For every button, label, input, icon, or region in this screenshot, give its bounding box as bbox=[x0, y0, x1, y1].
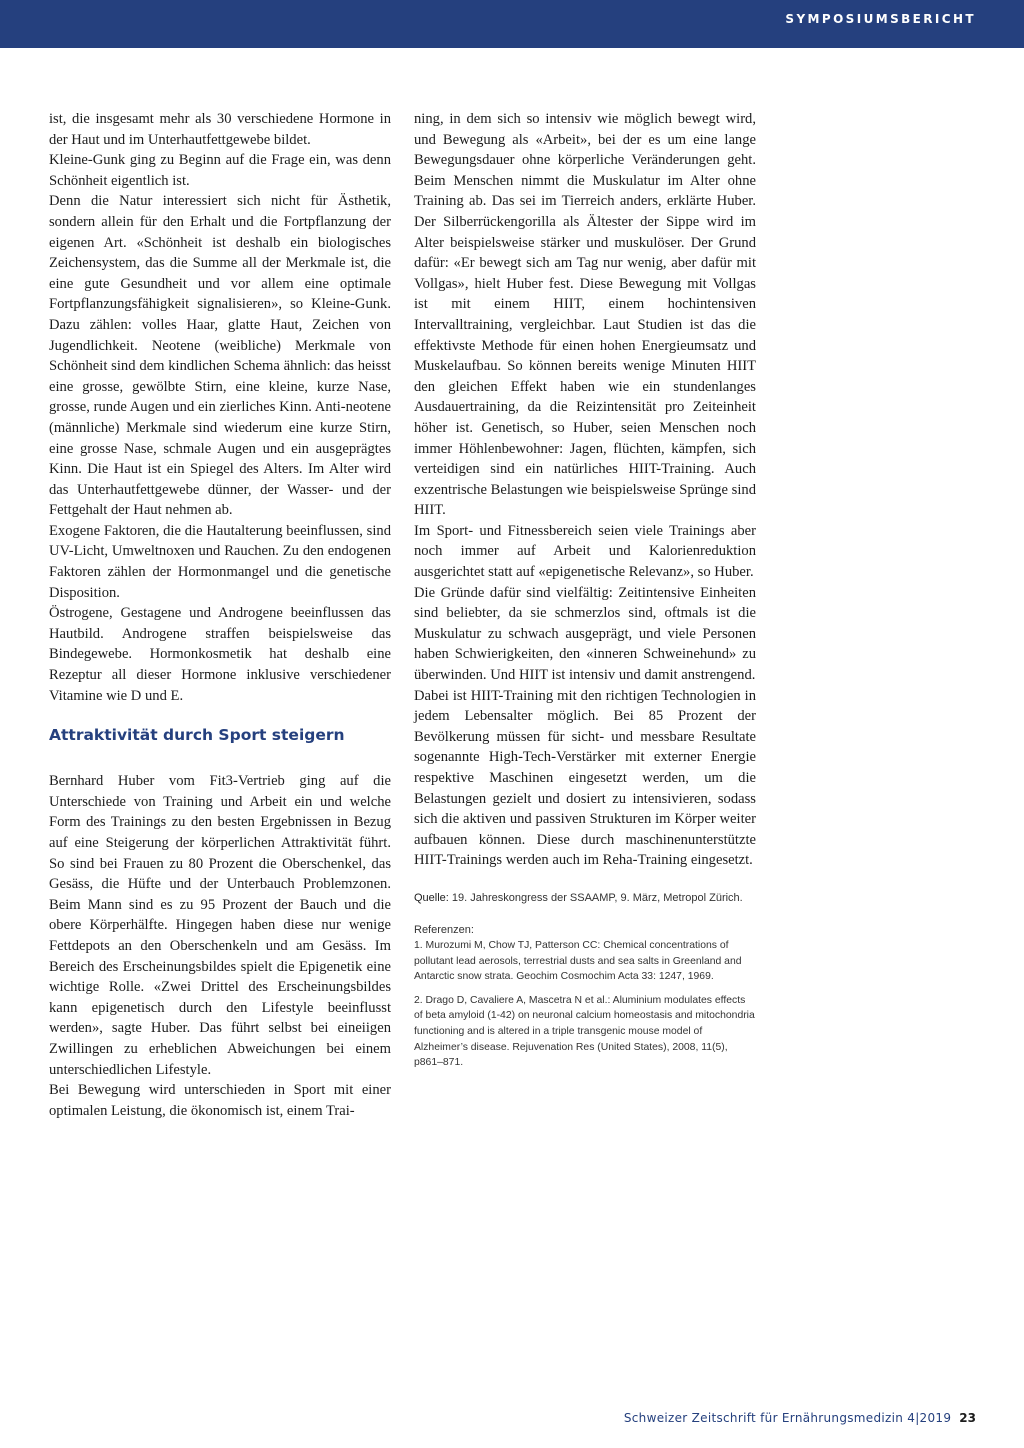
right-column bbox=[414, 109, 756, 1071]
references-title: Referenzen: bbox=[414, 923, 474, 936]
source-label: Quelle: bbox=[414, 891, 449, 904]
paragraph: Die Gründe dafür sind vielfältig: Zeitintensive Einheiten sind beliebter, da sie schmerzlos sind, oftmals ist die Muskulatur zu schwach ausgeprägt, und viele Personen haben Schwierigkeiten, den «inneren Schweinehund» zu überwinden. Und HIIT ist intensiv und damit anstrengend. bbox=[414, 584, 756, 684]
reference-item: 2. Drago D, Cavaliere A, Mascetra N et al.: Aluminium modulates effects of beta amyloid (1-42) on neuronal calcium homeostasis and mitochondria functioning and is altered in a triple transgenic mouse model of Alzheimer’s disease. Rejuvenation Res (United States), 2008, 11(5), p861–871. bbox=[414, 994, 755, 1069]
journal-title: Schweizer Zeitschrift für Ernährungsmedizin 4|2019 bbox=[623, 1411, 952, 1425]
source-note bbox=[414, 891, 756, 906]
paragraph: Bernhard Huber vom Fit3-Vertrieb ging auf die Unterschiede von Training und Arbeit ein und welche Form des Trainings zu den besten Ergebnissen in Bezug auf eine Steigerung der körperlichen Attraktivität führt. So sind bei Frauen zu 80 Prozent die Oberschenkel, das Gesäss, die Hüfte und der Unterbauch Problemzonen. Beim Mann sind es zu 95 Prozent der Bauch und die obere Körperhälfte. Hingegen haben diese nur wenige Fettdepots an den Oberschenkeln und am Gesäss. Im Bereich des Erscheinungsbildes spielt die Epigenetik eine wichtige Rolle. «Zwei Drittel des Erscheinungsbildes kann epigenetisch durch den Lifestyle beeinflusst werden», sagte Huber. Das führt selbst bei eineiigen Zwillingen zu erheblichen Abweichungen bei einem unterschiedlichen Lifestyle. bbox=[49, 773, 391, 1078]
paragraph: Exogene Faktoren, die die Hautalterung beeinflussen, sind UV-Licht, Umweltnoxen und Rauchen. Zu den endogenen Faktoren zählen der Hormonmangel und die genetische Disposition. bbox=[49, 522, 391, 601]
paragraph: Dabei ist HIIT-Training mit den richtigen Technologien in jedem Lebensalter möglich. Bei 85 Prozent der Bevölkerung müssen für sicht- und messbare Resultate sogenannte High-Tech-Verstärker mit externer Energie respektive Maschinen eingesetzt werden, um die Belastungen gezielt und dosiert zu intensivieren, sodass sich die aktiven und passiven Strukturen im Körper weiter aufbauen können. Diese durch maschinenunterstützte HIIT-Trainings werden auch im Reha-Training eingesetzt. bbox=[414, 687, 756, 869]
section-heading: Attraktivität durch Sport steigern bbox=[49, 726, 345, 745]
left-column bbox=[49, 109, 391, 1121]
paragraph: Kleine-Gunk ging zu Beginn auf die Frage ein, was denn Schönheit eigentlich ist. bbox=[49, 152, 391, 189]
paragraph: ist, die insgesamt mehr als 30 verschiedene Hormone in der Haut und im Unterhautfettgewebe bildet. bbox=[49, 111, 391, 148]
section-label: SYMPOSIUMSBERICHT bbox=[785, 12, 976, 26]
paragraph: ning, in dem sich so intensiv wie möglich bewegt wird, und Bewegung als «Arbeit», bei der es um eine lange Bewegungsdauer ohne körperliche Veränderungen geht. Beim Menschen nimmt die Muskulatur im Alter ohne Training ab. Das sei im Tierreich anders, erklärte Huber. Der Silberrückengorilla als Ältester der Sippe wird im Alter beispielsweise stärker und muskulöser. Der Grund dafür: «Er bewegt sich am Tag nur wenig, aber dafür mit Vollgas», hielt Huber fest. Diese Bewegung mit Vollgas ist mit einem HIIT, einem hochintensiven Intervalltraining, vergleichbar. Laut Studien ist das die effektivste Methode für einen hohen Energieumsatz und Muskelaufbau. So können bereits wenige Minuten HIIT den gleichen Effekt haben wie ein stundenlanges Ausdauertraining, da die Reizintensität pro Zeiteinheit höher ist. Genetisch, so Huber, seien Menschen noch immer Höhlenbewohner: Jagen, flüchten, kämpfen, sich verteidigen sind ein natürliches HIIT-Training. Auch exzentrische Belastungen wie beispielsweise Sprünge sind HIIT. bbox=[414, 111, 756, 519]
paragraph: Denn die Natur interessiert sich nicht für Ästhetik, sondern allein für den Erhalt und die Fortpflanzung der eigenen Art. «Schönheit ist deshalb ein biologisches Zeichensystem, das die Summe all der Merkmale ist, die eine gute Gesundheit und vor allem eine optimale Fortpflanzungsfähigkeit signalisieren», so Kleine-Gunk. Dazu zählen: volles Haar, glatte Haut, Zeichen von Jugendlichkeit. Neotene (weibliche) Merkmale von Schönheit sind dem kindlichen Schema ähnlich: das heisst eine grosse, gewölbte Stirn, eine kleine, kurze Nase, grosse, runde Augen und ein zierliches Kinn. Anti-neotene (männliche) Merkmale sind wiederum eine kurze Stirn, eine grosse Nase, schmale Augen und ein ausgeprägtes Kinn. Die Haut ist ein Spiegel des Alters. Im Alter wird das Unterhautfettgewebe dünner, der Wasser- und der Fettgehalt der Haut nehmen ab. bbox=[49, 193, 391, 519]
page-number: 23 bbox=[959, 1411, 976, 1425]
page-footer bbox=[624, 1411, 976, 1425]
paragraph: Bei Bewegung wird unterschieden in Sport mit einer optimalen Leistung, die ökonomisch ist, einem Trai- bbox=[49, 1082, 391, 1119]
paragraph: Im Sport- und Fitnessbereich seien viele Trainings aber noch immer auf Arbeit und Kalorienreduktion ausgerichtet statt auf «epigenetische Relevanz», so Huber. bbox=[414, 522, 756, 581]
reference-item: 1. Murozumi M, Chow TJ, Patterson CC: Chemical concentrations of pollutant lead aerosols, terrestrial dusts and sea salts in Greenland and Antarctic snow strata. Geochim Cosmochim Acta 33: 1247, 1969. bbox=[414, 939, 742, 983]
paragraph: Östrogene, Gestagene und Androgene beeinflussen das Hautbild. Androgene straffen beispielsweise das Bindegewebe. Hormonkosmetik hat deshalb eine Rezeptur all dieser Hormone inklusive verschiedener Vitamine wie D und E. bbox=[49, 605, 391, 704]
source-text: 19. Jahreskongress der SSAAMP, 9. März, Metropol Zürich. bbox=[448, 891, 743, 904]
header-bar bbox=[0, 0, 1024, 48]
